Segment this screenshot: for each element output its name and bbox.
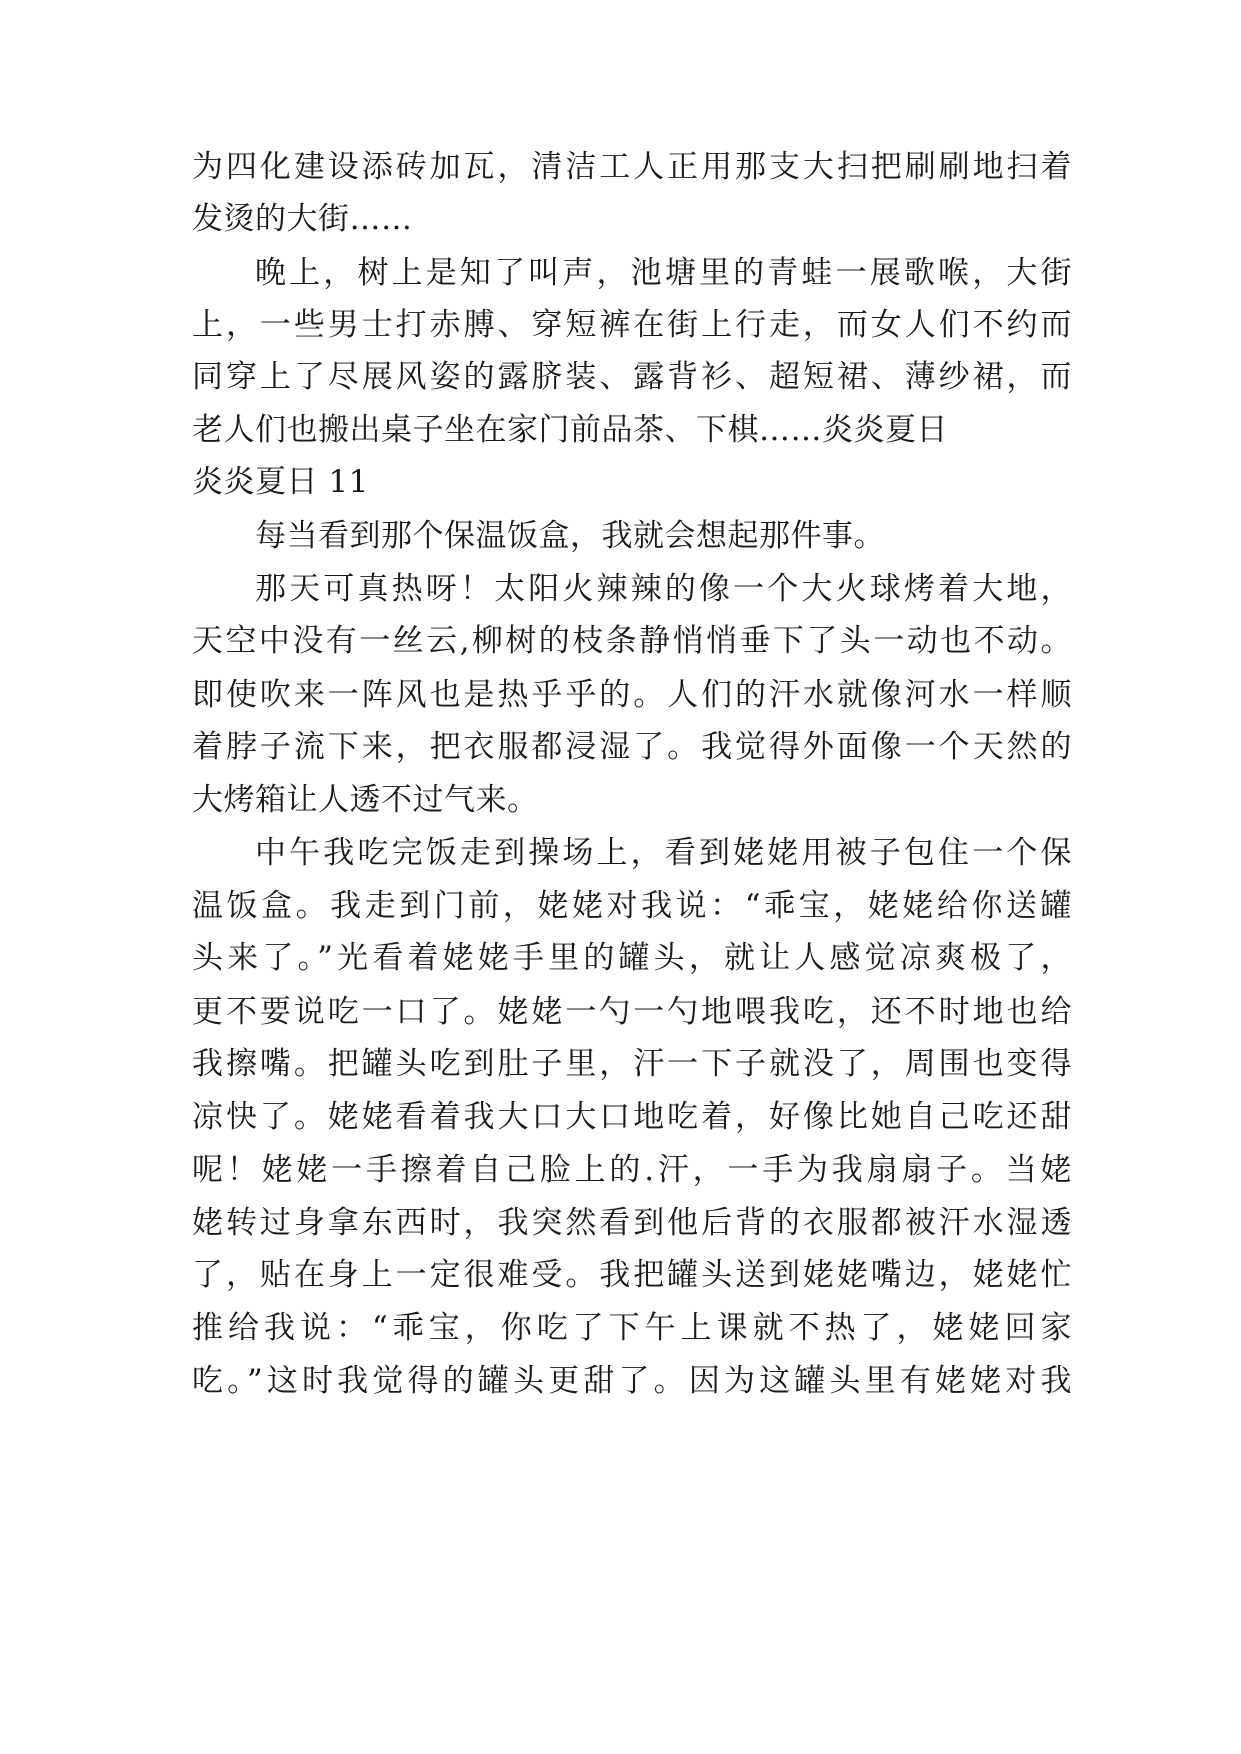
text-line: 吃。”这时我觉得的罐头更甜了。因为这罐头里有姥姥对我 [192, 1363, 1072, 1399]
text-line: 天空中没有一丝云,柳树的枝条静悄悄垂下了头一动也不动。 [192, 623, 1072, 659]
text-line: 凉快了。姥姥看着我大口大口地吃着，好像比她自己吃还甜 [192, 1099, 1072, 1135]
text-line: 更不要说吃一口了。姥姥一勺一勺地喂我吃，还不时地也给 [192, 994, 1072, 1030]
text-line: 温饭盒。我走到门前，姥姥对我说：“乖宝，姥姥给你送罐 [192, 888, 1072, 924]
text-line: 发烫的大街…… [192, 201, 413, 237]
text-line: 头来了。”光看着姥姥手里的罐头，就让人感觉凉爽极了， [192, 940, 1072, 976]
text-line: 每当看到那个保温饭盒，我就会想起那件事。 [255, 518, 885, 554]
text-line: 即使吹来一阵风也是热乎乎的。人们的汗水就像河水一样顺 [192, 677, 1072, 713]
text-line: 同穿上了尽展风姿的露脐装、露背衫、超短裙、薄纱裙，而 [192, 359, 1072, 395]
text-line: 着脖子流下来，把衣服都浸湿了。我觉得外面像一个天然的 [192, 729, 1072, 765]
text-line: 呢！姥姥一手擦着自己脸上的.汗，一手为我扇扇子。当姥 [192, 1152, 1072, 1188]
text-line: 中午我吃完饭走到操场上，看到姥姥用被子包住一个保 [255, 835, 1072, 871]
text-line: 老人们也搬出桌子坐在家门前品茶、下棋……炎炎夏日 [192, 412, 948, 448]
text-line: 推给我说：“乖宝，你吃了下午上课就不热了，姥姥回家 [192, 1310, 1072, 1346]
text-line: 上，一些男士打赤膊、穿短裤在街上行走，而女人们不约而 [192, 307, 1072, 343]
text-line: 姥转过身拿东西时，我突然看到他后背的衣服都被汗水湿透 [192, 1205, 1072, 1241]
text-line: 晚上，树上是知了叫声，池塘里的青蛙一展歌喉，大街 [255, 255, 1072, 291]
text-line: 那天可真热呀！太阳火辣辣的像一个大火球烤着大地， [255, 571, 1072, 607]
text-line: 大烤箱让人透不过气来。 [192, 782, 539, 818]
text-line: 了，贴在身上一定很难受。我把罐头送到姥姥嘴边，姥姥忙 [192, 1257, 1072, 1293]
text-line: 我擦嘴。把罐头吃到肚子里，汗一下子就没了，周围也变得 [192, 1046, 1072, 1082]
text-line: 为四化建设添砖加瓦，清洁工人正用那支大扫把刷刷地扫着 [192, 149, 1072, 185]
text-line: 炎炎夏日 11 [192, 464, 369, 500]
